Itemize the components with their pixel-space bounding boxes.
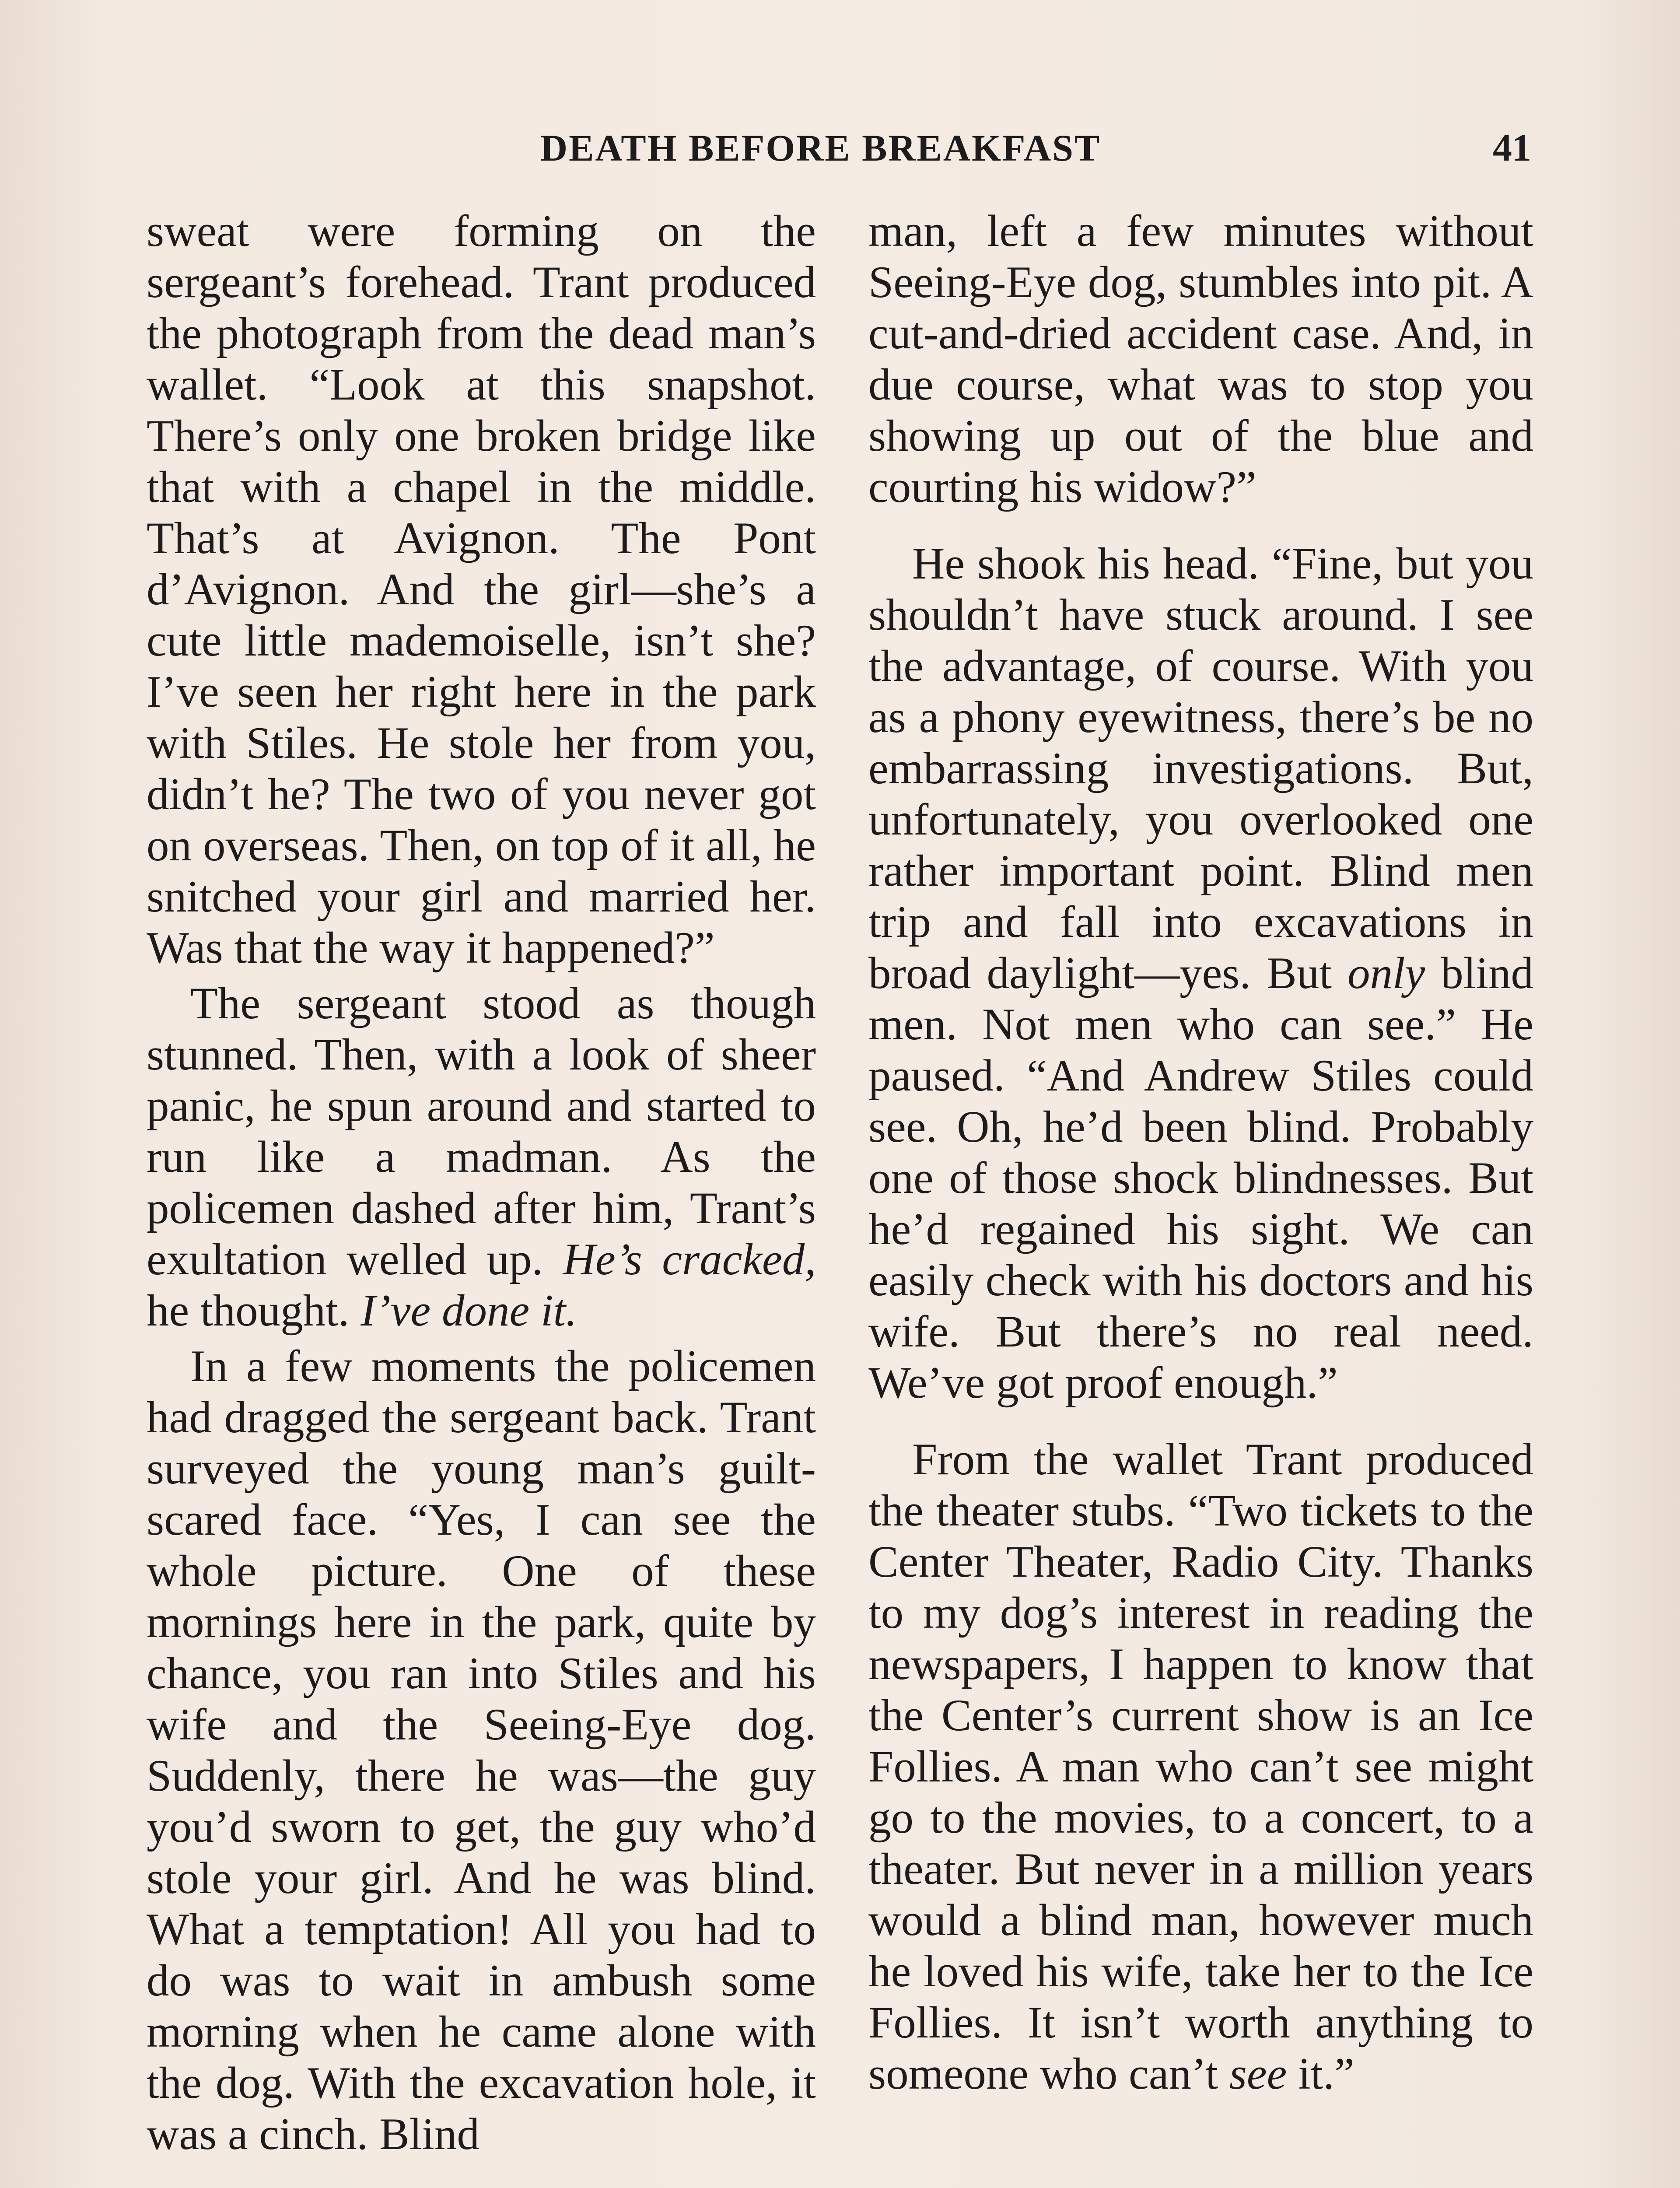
paragraph (147, 978, 816, 1336)
paragraph-text: From the wallet Trant produced the theater stubs. “Two tickets to the Center Theater, Radio City. Thanks to my dog’s interest in reading the newspapers, I happen to know that the Center’s current show is an Ice Follies. A man who can’t see might go to the movies, to a concert, to a theater. But never in a million years would a blind man, however much he loved his wife, take her to the Ice Follies. It isn’t worth anything to someone who can’t (868, 1434, 1533, 2099)
right-column (868, 206, 1533, 2100)
italic-thought: I’ve done it. (360, 1286, 577, 1336)
paragraph (868, 1434, 1533, 2100)
running-title: DEATH BEFORE BREAKFAST (540, 127, 1101, 169)
italic-emphasis: see (1229, 2049, 1287, 2099)
paragraph-text: he thought. (147, 1286, 361, 1336)
italic-emphasis: only (1347, 948, 1425, 998)
paragraph (868, 538, 1533, 1409)
page-number: 41 (1493, 127, 1531, 169)
paragraph-text: it.” (1287, 2049, 1354, 2099)
italic-thought: He’s cracked, (563, 1234, 816, 1284)
paragraph-text: The sergeant stood as though stunned. Then, with a look of sheer panic, he spun around and started to run like a madman. As the policemen dashed after him, Trant’s exultation welled up. (147, 978, 816, 1284)
paragraph-text: blind men. Not men who can see.” He paused. “And Andrew Stiles could see. Oh, he’d been blind. Probably one of those shock blindnesses. But he’d regained his sight. We can easily check with his doctors and his wife. But there’s no real need. We’ve got proof enough.” (868, 948, 1534, 1408)
paragraph: man, left a few minutes without Seeing-Eye dog, stumbles into pit. A cut-and-dried accident case. And, in due course, what was to stop you showing up out of the blue and courting his widow?” (868, 206, 1533, 512)
paragraph: sweat were forming on the sergeant’s forehead. Trant produced the photograph from the dead man’s wallet. “Look at this snapshot. There’s only one broken bridge like that with a chapel in the middle. That’s at Avignon. The Pont d’Avignon. And the girl—she’s a cute little mademoiselle, isn’t she? I’ve seen her right here in the park with Stiles. He stole her from you, didn’t he? The two of you never got on overseas. Then, on top of it all, he snitched your girl and married her. Was that the way it happened?” (147, 206, 816, 973)
page-header (0, 126, 1680, 183)
paragraph-text: He shook his head. “Fine, but you shouldn’t have stuck around. I see the advantage, of course. With you as a phony eyewitness, there’s be no embarrassing investigations. But, unfortunately, you overlooked one rather important point. Blind men trip and fall into excavations in broad daylight—yes. But (868, 539, 1533, 998)
paragraph: In a few moments the policemen had dragged the sergeant back. Trant surveyed the young man’s guilt-scared face. “Yes, I can see the whole picture. One of these mornings here in the park, quite by chance, you ran into Stiles and his wife and the Seeing-Eye dog. Suddenly, there he was—the guy you’d sworn to get, the guy who’d stole your girl. And he was blind. What a temptation! All you had to do was to wait in ambush some morning when he came alone with the dog. With the excavation hole, it was a cinch. Blind (147, 1341, 816, 2159)
left-column (147, 206, 816, 2160)
